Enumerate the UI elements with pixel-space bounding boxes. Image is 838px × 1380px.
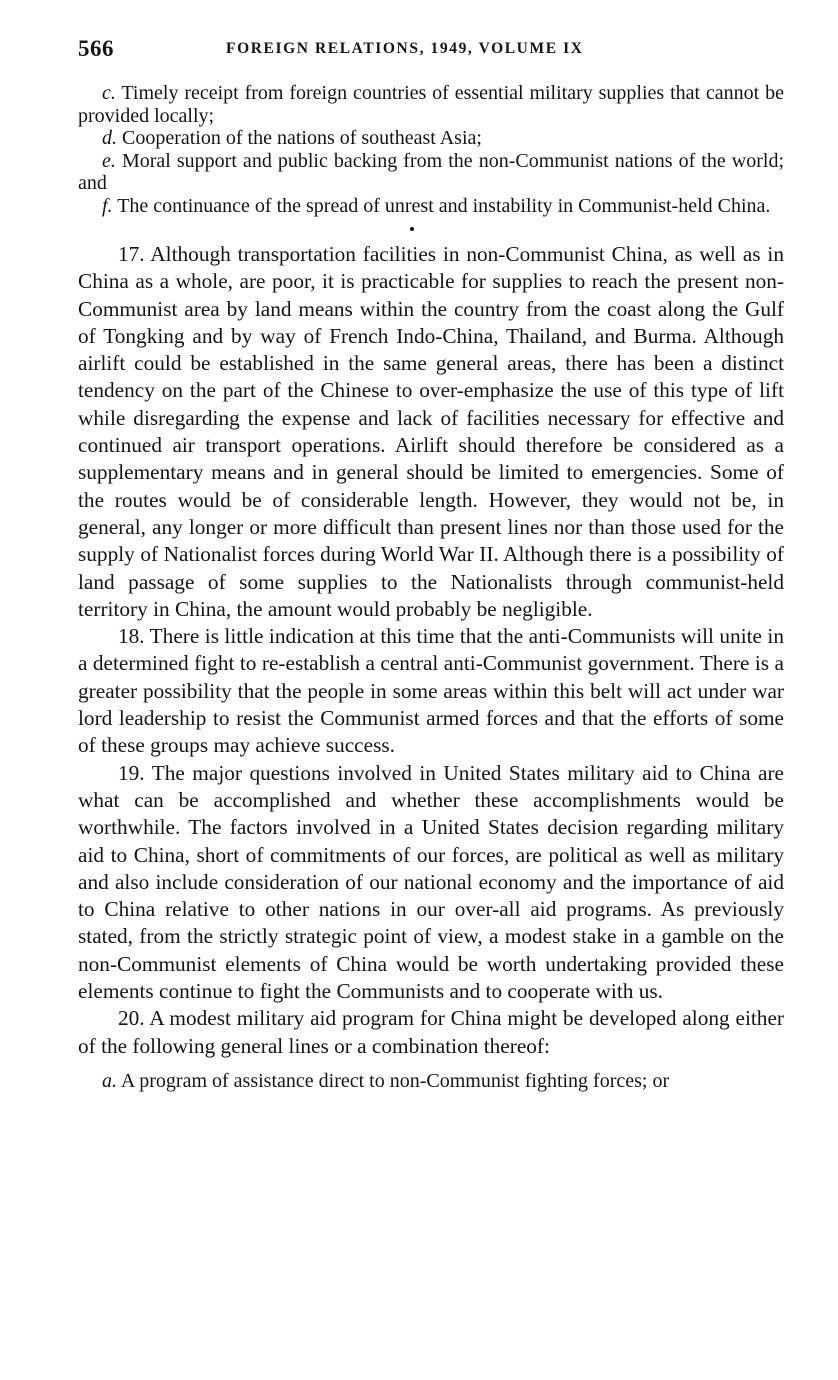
paragraph-17: 17. Although transportation facilities in non-Communist China, as well as in China as a whole, are poor, it is practicable for supplies to reach the present non-Communist area by land means within the country from the coast along the Gulf of Tongking and by way of French Indo-China, Thailand, and Burma. Although airlift could be established in the same general areas, there has been a distinct tendency on the part of the Chinese to over-emphasize the use of this type of lift while disregarding the expense and lack of facilities necessary for effective and continued air transport operations. Airlift should therefore be considered as a supplementary means and in general should be limited to emergencies. Some of the routes would be of considerable length. However, they would not be, in general, any longer or more difficult than present lines nor than those used for the supply of Nationalist forces during World War II. Although there is a possibility of land passage of some supplies to the Nationalists through communist-held territory in China, the amount would probably be negligible.	[78, 242, 784, 621]
paragraph-18: 18. There is little indication at this time that the anti-Communists will unite in a determined fight to re-establish a central anti-Communist government. There is a greater possibility that the people in some areas within this belt will act under war lord leadership to resist the Communist armed forces and that the efforts of some of these groups may achieve success.	[78, 624, 784, 758]
list-text: A program of assistance direct to non-Communist fighting forces; or	[120, 1069, 670, 1092]
paragraph-19: 19. The major questions involved in United States military aid to China are what can be accomplished and whether these accomplishments would be worthwhile. The factors involved in a United States decision regarding military aid to China, short of commitments of our forces, are political as well as military and also include consideration of our national economy and the importance of aid to China relative to other nations in our over-all aid programs. As previously stated, from the strictly strategic point of view, a modest stake in a gamble on the non-Communist elements of China would be worth undertaking provided these elements continue to fight the Communists and to cooperate with us.	[78, 760, 784, 1004]
spacer	[78, 1060, 784, 1070]
list-item-c	[78, 82, 784, 127]
list-item-d	[78, 127, 784, 150]
list-letter: c.	[102, 82, 116, 104]
section-separator	[78, 217, 784, 241]
list-text: Timely receipt from foreign countries of essential military supplies that cannot be provided locally;	[78, 82, 784, 127]
list-letter: f.	[102, 194, 113, 217]
running-title: FOREIGN RELATIONS, 1949, VOLUME IX	[226, 40, 584, 57]
page-number: 566	[78, 36, 114, 61]
list-text: Cooperation of the nations of southeast Asia;	[122, 127, 482, 149]
list-letter: d.	[102, 127, 117, 149]
list-item-a	[78, 1070, 784, 1093]
separator-dot	[410, 227, 414, 231]
list-letter: a.	[102, 1069, 117, 1092]
list-item-e	[78, 150, 784, 195]
list-item-f	[78, 195, 784, 218]
paragraph-20: 20. A modest military aid program for China might be developed along either of the following general lines or a combination thereof:	[78, 1006, 784, 1058]
list-letter: e.	[102, 149, 116, 172]
list-text: The continuance of the spread of unrest and instability in Communist-held China.	[117, 194, 771, 217]
running-header	[78, 36, 784, 62]
document-body	[78, 82, 784, 1092]
list-text: Moral support and public backing from the non-Communist nations of the world; and	[78, 149, 784, 194]
